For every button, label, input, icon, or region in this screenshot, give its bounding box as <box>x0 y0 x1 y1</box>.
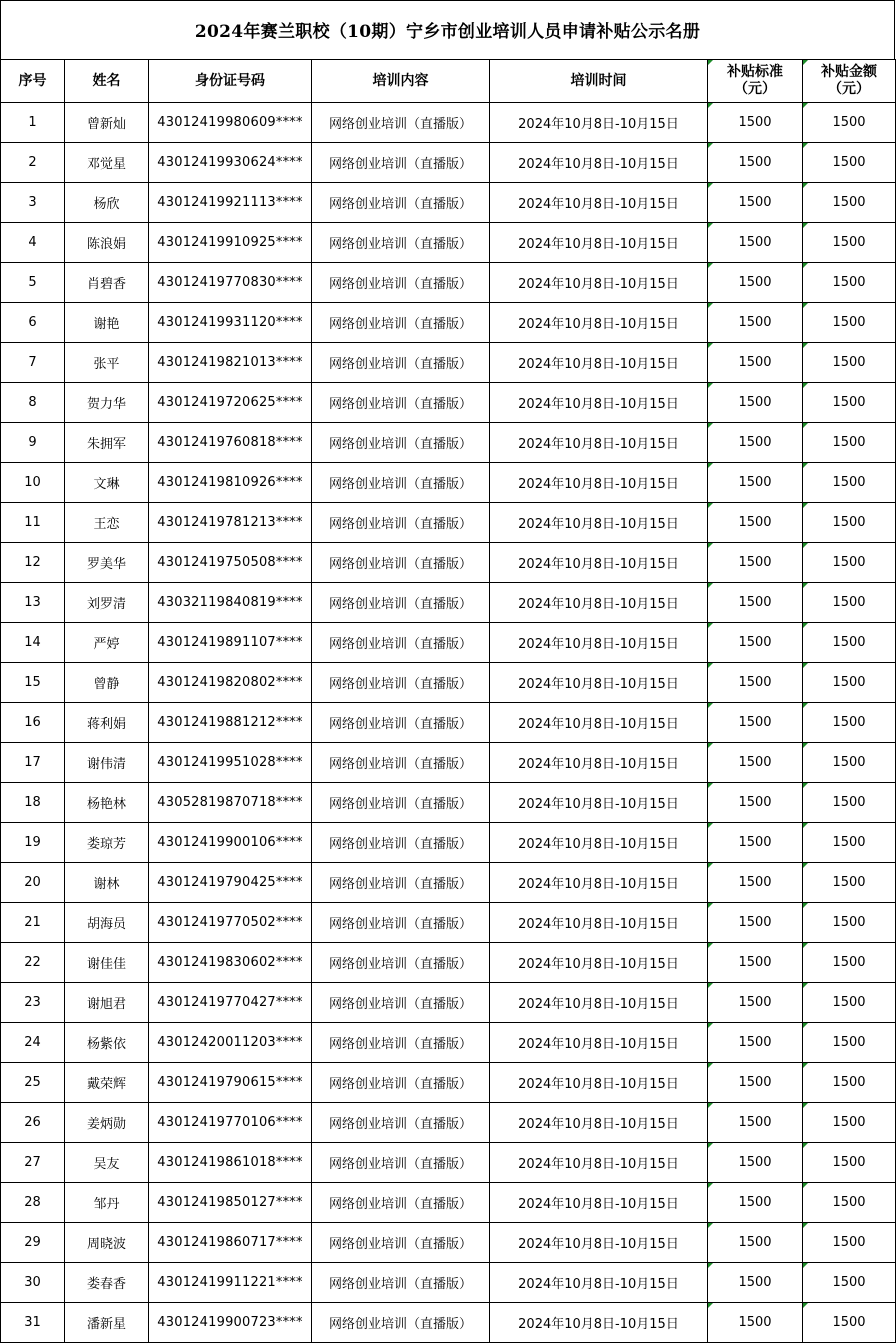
cell-name: 陈浪娟 <box>65 223 149 263</box>
cell-name: 严婷 <box>65 623 149 663</box>
cell-amount: 1500 <box>803 423 896 463</box>
cell-seq: 28 <box>1 1183 65 1223</box>
cell-seq: 19 <box>1 823 65 863</box>
cell-standard: 1500 <box>708 423 803 463</box>
cell-id: 43012419770502**** <box>149 903 312 943</box>
cell-standard: 1500 <box>708 703 803 743</box>
cell-id: 43012419770106**** <box>149 1103 312 1143</box>
cell-name: 贺力华 <box>65 383 149 423</box>
cell-standard: 1500 <box>708 863 803 903</box>
cell-seq: 26 <box>1 1103 65 1143</box>
cell-standard: 1500 <box>708 463 803 503</box>
header-row <box>1 60 896 103</box>
cell-seq: 15 <box>1 663 65 703</box>
header-amount-line1: 补贴金额 <box>821 64 877 80</box>
cell-seq: 31 <box>1 1303 65 1343</box>
cell-time: 2024年10月8日-10月15日 <box>490 383 708 423</box>
table-row <box>1 783 896 823</box>
cell-name: 邓觉星 <box>65 143 149 183</box>
cell-content: 网络创业培训（直播版） <box>312 343 490 383</box>
cell-name: 娄春香 <box>65 1263 149 1303</box>
cell-amount: 1500 <box>803 783 896 823</box>
header-time: 培训时间 <box>490 60 708 103</box>
cell-amount: 1500 <box>803 863 896 903</box>
cell-standard: 1500 <box>708 903 803 943</box>
cell-content: 网络创业培训（直播版） <box>312 143 490 183</box>
table-row <box>1 223 896 263</box>
cell-name: 娄琼芳 <box>65 823 149 863</box>
cell-content: 网络创业培训（直播版） <box>312 943 490 983</box>
cell-seq: 9 <box>1 423 65 463</box>
cell-amount: 1500 <box>803 183 896 223</box>
cell-name: 戴荣辉 <box>65 1063 149 1103</box>
cell-id: 43012419750508**** <box>149 543 312 583</box>
header-amount-line2: （元） <box>828 81 870 97</box>
cell-id: 43012419781213**** <box>149 503 312 543</box>
table-row <box>1 383 896 423</box>
cell-name: 谢艳 <box>65 303 149 343</box>
cell-seq: 21 <box>1 903 65 943</box>
cell-seq: 4 <box>1 223 65 263</box>
cell-standard: 1500 <box>708 543 803 583</box>
cell-amount: 1500 <box>803 463 896 503</box>
cell-id: 43012419770830**** <box>149 263 312 303</box>
table-row <box>1 903 896 943</box>
table-row <box>1 1303 896 1343</box>
cell-time: 2024年10月8日-10月15日 <box>490 263 708 303</box>
cell-id: 43012419790615**** <box>149 1063 312 1103</box>
cell-standard: 1500 <box>708 1063 803 1103</box>
cell-content: 网络创业培训（直播版） <box>312 623 490 663</box>
cell-time: 2024年10月8日-10月15日 <box>490 1303 708 1343</box>
cell-name: 周晓波 <box>65 1223 149 1263</box>
table-row <box>1 623 896 663</box>
cell-id: 43012419910925**** <box>149 223 312 263</box>
table-row <box>1 1143 896 1183</box>
cell-standard: 1500 <box>708 343 803 383</box>
cell-time: 2024年10月8日-10月15日 <box>490 543 708 583</box>
cell-id: 43012419881212**** <box>149 703 312 743</box>
cell-time: 2024年10月8日-10月15日 <box>490 943 708 983</box>
cell-seq: 24 <box>1 1023 65 1063</box>
cell-seq: 20 <box>1 863 65 903</box>
cell-id: 43012419720625**** <box>149 383 312 423</box>
cell-content: 网络创业培训（直播版） <box>312 1103 490 1143</box>
cell-seq: 27 <box>1 1143 65 1183</box>
cell-id: 43012419931120**** <box>149 303 312 343</box>
cell-standard: 1500 <box>708 783 803 823</box>
cell-time: 2024年10月8日-10月15日 <box>490 1183 708 1223</box>
cell-seq: 13 <box>1 583 65 623</box>
cell-id: 43012420011203**** <box>149 1023 312 1063</box>
table-row <box>1 183 896 223</box>
cell-amount: 1500 <box>803 743 896 783</box>
cell-time: 2024年10月8日-10月15日 <box>490 743 708 783</box>
cell-name: 刘罗清 <box>65 583 149 623</box>
roster-body <box>1 103 896 1343</box>
table-row <box>1 1183 896 1223</box>
cell-time: 2024年10月8日-10月15日 <box>490 623 708 663</box>
cell-time: 2024年10月8日-10月15日 <box>490 143 708 183</box>
cell-standard: 1500 <box>708 1263 803 1303</box>
table-row <box>1 543 896 583</box>
table-row <box>1 503 896 543</box>
cell-name: 谢佳佳 <box>65 943 149 983</box>
cell-seq: 25 <box>1 1063 65 1103</box>
cell-name: 曾新灿 <box>65 103 149 143</box>
header-amount <box>803 60 896 103</box>
cell-time: 2024年10月8日-10月15日 <box>490 303 708 343</box>
table-row <box>1 743 896 783</box>
cell-standard: 1500 <box>708 943 803 983</box>
cell-time: 2024年10月8日-10月15日 <box>490 223 708 263</box>
cell-id: 43012419810926**** <box>149 463 312 503</box>
cell-content: 网络创业培训（直播版） <box>312 183 490 223</box>
cell-amount: 1500 <box>803 543 896 583</box>
cell-amount: 1500 <box>803 1103 896 1143</box>
cell-name: 肖碧香 <box>65 263 149 303</box>
cell-content: 网络创业培训（直播版） <box>312 543 490 583</box>
cell-time: 2024年10月8日-10月15日 <box>490 103 708 143</box>
cell-amount: 1500 <box>803 823 896 863</box>
cell-content: 网络创业培训（直播版） <box>312 103 490 143</box>
table-row <box>1 823 896 863</box>
cell-content: 网络创业培训（直播版） <box>312 503 490 543</box>
cell-name: 曾静 <box>65 663 149 703</box>
cell-name: 朱拥军 <box>65 423 149 463</box>
header-name: 姓名 <box>65 60 149 103</box>
cell-content: 网络创业培训（直播版） <box>312 863 490 903</box>
cell-content: 网络创业培训（直播版） <box>312 783 490 823</box>
cell-amount: 1500 <box>803 383 896 423</box>
table-row <box>1 663 896 703</box>
header-seq: 序号 <box>1 60 65 103</box>
cell-name: 蒋利娟 <box>65 703 149 743</box>
cell-time: 2024年10月8日-10月15日 <box>490 663 708 703</box>
cell-time: 2024年10月8日-10月15日 <box>490 823 708 863</box>
cell-time: 2024年10月8日-10月15日 <box>490 463 708 503</box>
cell-id: 43012419891107**** <box>149 623 312 663</box>
cell-seq: 18 <box>1 783 65 823</box>
cell-id: 43012419951028**** <box>149 743 312 783</box>
cell-id: 43032119840819**** <box>149 583 312 623</box>
cell-content: 网络创业培训（直播版） <box>312 423 490 463</box>
cell-name: 谢旭君 <box>65 983 149 1023</box>
cell-standard: 1500 <box>708 983 803 1023</box>
cell-time: 2024年10月8日-10月15日 <box>490 183 708 223</box>
cell-amount: 1500 <box>803 623 896 663</box>
cell-amount: 1500 <box>803 1143 896 1183</box>
header-standard <box>708 60 803 103</box>
cell-amount: 1500 <box>803 263 896 303</box>
cell-name: 杨艳林 <box>65 783 149 823</box>
cell-amount: 1500 <box>803 1303 896 1343</box>
cell-content: 网络创业培训（直播版） <box>312 823 490 863</box>
cell-seq: 8 <box>1 383 65 423</box>
table-row <box>1 143 896 183</box>
cell-seq: 30 <box>1 1263 65 1303</box>
table-row <box>1 103 896 143</box>
cell-content: 网络创业培训（直播版） <box>312 1303 490 1343</box>
cell-time: 2024年10月8日-10月15日 <box>490 1063 708 1103</box>
table-row <box>1 1223 896 1263</box>
cell-content: 网络创业培训（直播版） <box>312 983 490 1023</box>
cell-seq: 17 <box>1 743 65 783</box>
cell-name: 胡海员 <box>65 903 149 943</box>
table-row <box>1 263 896 303</box>
cell-standard: 1500 <box>708 103 803 143</box>
cell-standard: 1500 <box>708 583 803 623</box>
cell-id: 43012419980609**** <box>149 103 312 143</box>
cell-content: 网络创业培训（直播版） <box>312 383 490 423</box>
cell-id: 43012419820802**** <box>149 663 312 703</box>
cell-content: 网络创业培训（直播版） <box>312 743 490 783</box>
cell-content: 网络创业培训（直播版） <box>312 903 490 943</box>
table-row <box>1 983 896 1023</box>
table-row <box>1 583 896 623</box>
cell-seq: 5 <box>1 263 65 303</box>
cell-content: 网络创业培训（直播版） <box>312 703 490 743</box>
cell-content: 网络创业培训（直播版） <box>312 303 490 343</box>
cell-standard: 1500 <box>708 743 803 783</box>
cell-amount: 1500 <box>803 663 896 703</box>
cell-name: 吴友 <box>65 1143 149 1183</box>
cell-content: 网络创业培训（直播版） <box>312 1143 490 1183</box>
cell-standard: 1500 <box>708 1023 803 1063</box>
cell-standard: 1500 <box>708 1143 803 1183</box>
cell-amount: 1500 <box>803 223 896 263</box>
cell-seq: 22 <box>1 943 65 983</box>
cell-standard: 1500 <box>708 663 803 703</box>
cell-standard: 1500 <box>708 1223 803 1263</box>
cell-time: 2024年10月8日-10月15日 <box>490 1223 708 1263</box>
cell-time: 2024年10月8日-10月15日 <box>490 583 708 623</box>
cell-amount: 1500 <box>803 503 896 543</box>
cell-name: 谢林 <box>65 863 149 903</box>
page-title: 2024年赛兰职校（10期）宁乡市创业培训人员申请补贴公示名册 <box>0 0 895 59</box>
cell-content: 网络创业培训（直播版） <box>312 1223 490 1263</box>
cell-standard: 1500 <box>708 223 803 263</box>
cell-amount: 1500 <box>803 983 896 1023</box>
cell-id: 43012419911221**** <box>149 1263 312 1303</box>
cell-content: 网络创业培训（直播版） <box>312 223 490 263</box>
cell-name: 罗美华 <box>65 543 149 583</box>
cell-amount: 1500 <box>803 343 896 383</box>
cell-amount: 1500 <box>803 303 896 343</box>
cell-seq: 2 <box>1 143 65 183</box>
cell-seq: 3 <box>1 183 65 223</box>
cell-name: 王恋 <box>65 503 149 543</box>
cell-standard: 1500 <box>708 1303 803 1343</box>
cell-content: 网络创业培训（直播版） <box>312 463 490 503</box>
cell-name: 邹丹 <box>65 1183 149 1223</box>
cell-time: 2024年10月8日-10月15日 <box>490 783 708 823</box>
cell-id: 43052819870718**** <box>149 783 312 823</box>
cell-standard: 1500 <box>708 383 803 423</box>
cell-amount: 1500 <box>803 1063 896 1103</box>
header-id: 身份证号码 <box>149 60 312 103</box>
cell-seq: 6 <box>1 303 65 343</box>
header-standard-line2: （元） <box>734 81 776 97</box>
cell-amount: 1500 <box>803 903 896 943</box>
cell-standard: 1500 <box>708 623 803 663</box>
cell-name: 姜炳勋 <box>65 1103 149 1143</box>
cell-standard: 1500 <box>708 183 803 223</box>
cell-time: 2024年10月8日-10月15日 <box>490 983 708 1023</box>
cell-time: 2024年10月8日-10月15日 <box>490 863 708 903</box>
cell-seq: 12 <box>1 543 65 583</box>
cell-standard: 1500 <box>708 823 803 863</box>
cell-content: 网络创业培训（直播版） <box>312 263 490 303</box>
cell-standard: 1500 <box>708 1103 803 1143</box>
cell-content: 网络创业培训（直播版） <box>312 1263 490 1303</box>
table-row <box>1 1103 896 1143</box>
table-row <box>1 1263 896 1303</box>
cell-amount: 1500 <box>803 143 896 183</box>
table-row <box>1 1023 896 1063</box>
cell-id: 43012419861018**** <box>149 1143 312 1183</box>
cell-id: 43012419930624**** <box>149 143 312 183</box>
table-row <box>1 1063 896 1103</box>
cell-seq: 7 <box>1 343 65 383</box>
cell-time: 2024年10月8日-10月15日 <box>490 1023 708 1063</box>
table-row <box>1 423 896 463</box>
cell-name: 潘新星 <box>65 1303 149 1343</box>
cell-id: 43012419900723**** <box>149 1303 312 1343</box>
cell-amount: 1500 <box>803 943 896 983</box>
cell-name: 杨紫依 <box>65 1023 149 1063</box>
cell-seq: 16 <box>1 703 65 743</box>
cell-id: 43012419860717**** <box>149 1223 312 1263</box>
cell-name: 文琳 <box>65 463 149 503</box>
cell-name: 杨欣 <box>65 183 149 223</box>
header-content: 培训内容 <box>312 60 490 103</box>
cell-standard: 1500 <box>708 503 803 543</box>
cell-amount: 1500 <box>803 1263 896 1303</box>
cell-seq: 10 <box>1 463 65 503</box>
cell-time: 2024年10月8日-10月15日 <box>490 703 708 743</box>
cell-time: 2024年10月8日-10月15日 <box>490 343 708 383</box>
cell-content: 网络创业培训（直播版） <box>312 663 490 703</box>
cell-seq: 11 <box>1 503 65 543</box>
table-row <box>1 863 896 903</box>
table-row <box>1 463 896 503</box>
cell-amount: 1500 <box>803 103 896 143</box>
cell-seq: 1 <box>1 103 65 143</box>
cell-name: 谢伟清 <box>65 743 149 783</box>
cell-time: 2024年10月8日-10月15日 <box>490 1103 708 1143</box>
cell-time: 2024年10月8日-10月15日 <box>490 1263 708 1303</box>
cell-amount: 1500 <box>803 703 896 743</box>
cell-standard: 1500 <box>708 303 803 343</box>
cell-amount: 1500 <box>803 1183 896 1223</box>
cell-id: 43012419790425**** <box>149 863 312 903</box>
cell-seq: 29 <box>1 1223 65 1263</box>
cell-id: 43012419760818**** <box>149 423 312 463</box>
cell-id: 43012419900106**** <box>149 823 312 863</box>
cell-standard: 1500 <box>708 143 803 183</box>
cell-content: 网络创业培训（直播版） <box>312 1183 490 1223</box>
cell-content: 网络创业培训（直播版） <box>312 1063 490 1103</box>
table-row <box>1 703 896 743</box>
cell-standard: 1500 <box>708 1183 803 1223</box>
cell-seq: 23 <box>1 983 65 1023</box>
cell-content: 网络创业培训（直播版） <box>312 1023 490 1063</box>
cell-id: 43012419770427**** <box>149 983 312 1023</box>
cell-amount: 1500 <box>803 583 896 623</box>
cell-seq: 14 <box>1 623 65 663</box>
cell-time: 2024年10月8日-10月15日 <box>490 1143 708 1183</box>
cell-name: 张平 <box>65 343 149 383</box>
cell-time: 2024年10月8日-10月15日 <box>490 423 708 463</box>
cell-id: 43012419850127**** <box>149 1183 312 1223</box>
cell-time: 2024年10月8日-10月15日 <box>490 903 708 943</box>
cell-amount: 1500 <box>803 1223 896 1263</box>
cell-id: 43012419921113**** <box>149 183 312 223</box>
cell-amount: 1500 <box>803 1023 896 1063</box>
table-row <box>1 343 896 383</box>
header-standard-line1: 补贴标准 <box>727 64 783 80</box>
cell-id: 43012419830602**** <box>149 943 312 983</box>
cell-time: 2024年10月8日-10月15日 <box>490 503 708 543</box>
table-row <box>1 303 896 343</box>
roster-table <box>0 59 896 1343</box>
cell-content: 网络创业培训（直播版） <box>312 583 490 623</box>
table-row <box>1 943 896 983</box>
cell-id: 43012419821013**** <box>149 343 312 383</box>
cell-standard: 1500 <box>708 263 803 303</box>
